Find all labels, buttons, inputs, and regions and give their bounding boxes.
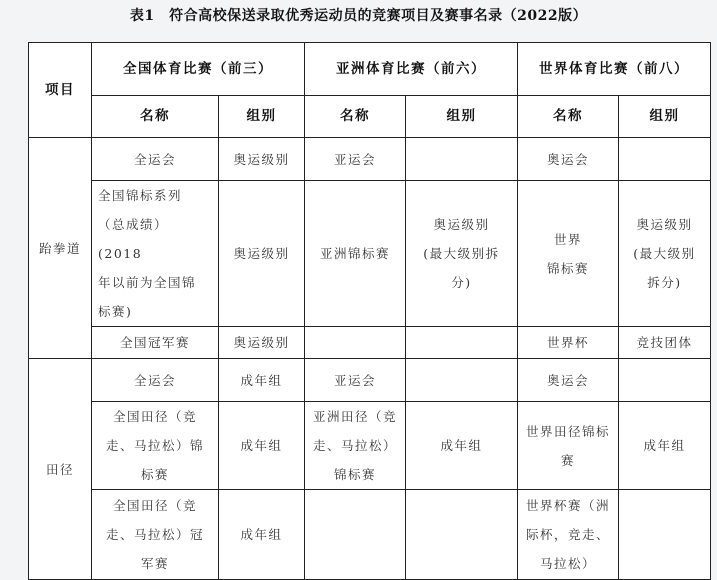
cell: 奥运级别 (219, 138, 305, 181)
cell (406, 138, 518, 181)
cell: 全国田径（竞 走、马拉松）锦 标赛 (92, 402, 219, 490)
cell (406, 327, 518, 359)
header-name: 名称 (92, 96, 219, 138)
cell: 全运会 (92, 138, 219, 181)
header-world: 世界体育比赛（前八） (518, 43, 711, 96)
table-row (29, 138, 711, 181)
cell: 全国冠军赛 (92, 327, 219, 359)
cell: 奥运级别 (最大级别 拆分) (619, 181, 711, 327)
cell: 成年组 (219, 402, 305, 490)
header-category: 组别 (219, 96, 305, 138)
table-title: 表1 符合高校保送录取优秀运动员的竞赛项目及赛事名录（2022版） (129, 8, 588, 24)
cell: 亚运会 (305, 359, 406, 402)
cell: 成年组 (619, 402, 711, 490)
cell (619, 359, 711, 402)
header-item: 项目 (29, 43, 92, 138)
header-name: 名称 (305, 96, 406, 138)
cell: 成年组 (219, 490, 305, 580)
cell (406, 490, 518, 580)
table-row (29, 490, 711, 580)
cell (305, 327, 406, 359)
cell: 亚洲田径（竞 走、马拉松） 锦标赛 (305, 402, 406, 490)
header-national: 全国体育比赛（前三） (92, 43, 305, 96)
cell: 全国田径（竞 走、马拉松）冠 军赛 (92, 490, 219, 580)
table-row (29, 181, 711, 327)
cell: 竞技团体 (619, 327, 711, 359)
cell: 世界田径锦标 赛 (518, 402, 619, 490)
cell: 奥运级别 (最大级别拆 分) (406, 181, 518, 327)
cell: 世界杯 (518, 327, 619, 359)
cell: 亚洲锦标赛 (305, 181, 406, 327)
header-row-sub (29, 96, 711, 138)
header-row-groups (29, 43, 711, 96)
competition-table (28, 42, 711, 580)
cell: 成年组 (406, 402, 518, 490)
cell: 奥运会 (518, 138, 619, 181)
cell: 全国锦标系列 （总成绩）(2018 年以前为全国锦 标赛) (92, 181, 219, 327)
table-row (29, 402, 711, 490)
table-row (29, 359, 711, 402)
header-category: 组别 (406, 96, 518, 138)
table-row (29, 327, 711, 359)
cell: 世界 锦标赛 (518, 181, 619, 327)
cell: 世界杯赛（洲 际杯，竞走、 马拉松） (518, 490, 619, 580)
cell: 奥运级别 (219, 327, 305, 359)
cell: 亚运会 (305, 138, 406, 181)
cell (305, 490, 406, 580)
header-name: 名称 (518, 96, 619, 138)
cell: 奥运会 (518, 359, 619, 402)
cell (619, 490, 711, 580)
cell: 全运会 (92, 359, 219, 402)
item-athletics: 田径 (29, 359, 92, 580)
cell: 奥运级别 (219, 181, 305, 327)
header-asian: 亚洲体育比赛（前六） (305, 43, 518, 96)
header-category: 组别 (619, 96, 711, 138)
item-taekwondo: 跆拳道 (29, 138, 92, 359)
cell (619, 138, 711, 181)
cell: 成年组 (219, 359, 305, 402)
cell (406, 359, 518, 402)
